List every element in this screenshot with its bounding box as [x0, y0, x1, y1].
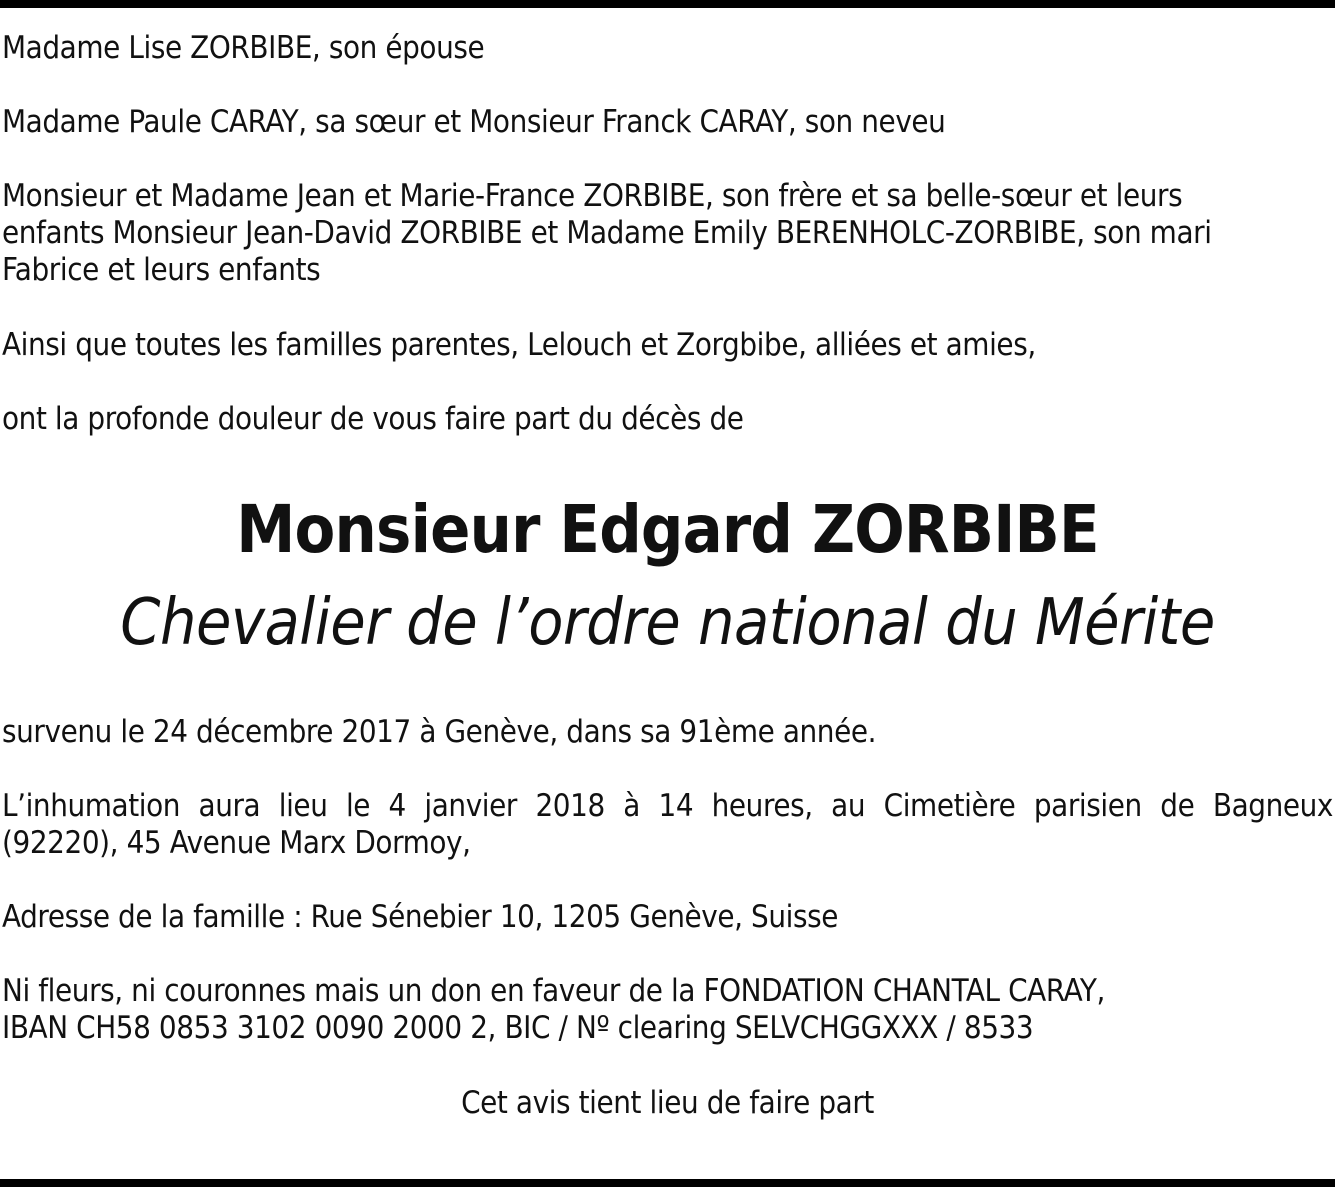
- family-paragraph-brother: [2, 178, 1333, 289]
- burial-line-1: L’inhumation aura lieu le 4 janvier 2018 à 14 heures, au Cimetière parisien de Bagneux: [2, 788, 1333, 824]
- family-brother-line-1: Monsieur et Madame Jean et Marie-France ZORBIBE, son frère et sa belle-sœur et leurs: [2, 178, 1183, 214]
- family-line-spouse: [2, 30, 1333, 67]
- family-line-relatives: [2, 327, 1333, 364]
- donation-paragraph: [2, 973, 1333, 1047]
- closing-note: Cet avis tient lieu de faire part: [461, 1085, 874, 1121]
- donation-line-1: Ni fleurs, ni couronnes mais un don en faveur de la FONDATION CHANTAL CARAY,: [2, 973, 1105, 1009]
- family-address-text: Adresse de la famille : Rue Sénebier 10, 1205 Genève, Suisse: [2, 899, 838, 935]
- announcement-text: ont la profonde douleur de vous faire part du décès de: [2, 401, 744, 437]
- deceased-honor: Chevalier de l’ordre national du Mérite: [120, 586, 1215, 660]
- family-line-relatives-text: Ainsi que toutes les familles parentes, Lelouch et Zorgbibe, alliées et amies,: [2, 327, 1036, 363]
- death-details: [2, 714, 1333, 751]
- family-line-sister: [2, 104, 1333, 141]
- burial-line-2: (92220), 45 Avenue Marx Dormoy,: [2, 825, 471, 861]
- announcement-line: [2, 401, 1333, 438]
- family-line-sister-text: Madame Paule CARAY, sa sœur et Monsieur Franck CARAY, son neveu: [2, 104, 946, 140]
- family-line-spouse-text: Madame Lise ZORBIBE, son épouse: [2, 30, 485, 66]
- family-brother-line-2: enfants Monsieur Jean-David ZORBIBE et Madame Emily BERENHOLC-ZORBIBE, son mari: [2, 215, 1212, 251]
- top-rule: [0, 0, 1335, 8]
- deceased-name: Monsieur Edgard ZORBIBE: [236, 491, 1099, 568]
- donation-line-2: IBAN CH58 0853 3102 0090 2000 2, BIC / Nº clearing SELVCHGGXXX / 8533: [2, 1010, 1034, 1046]
- family-brother-line-3: Fabrice et leurs enfants: [2, 252, 321, 288]
- bottom-rule: [0, 1179, 1335, 1187]
- family-address: [2, 899, 1333, 936]
- death-details-text: survenu le 24 décembre 2017 à Genève, dans sa 91ème année.: [2, 714, 877, 750]
- burial-paragraph: [2, 788, 1333, 862]
